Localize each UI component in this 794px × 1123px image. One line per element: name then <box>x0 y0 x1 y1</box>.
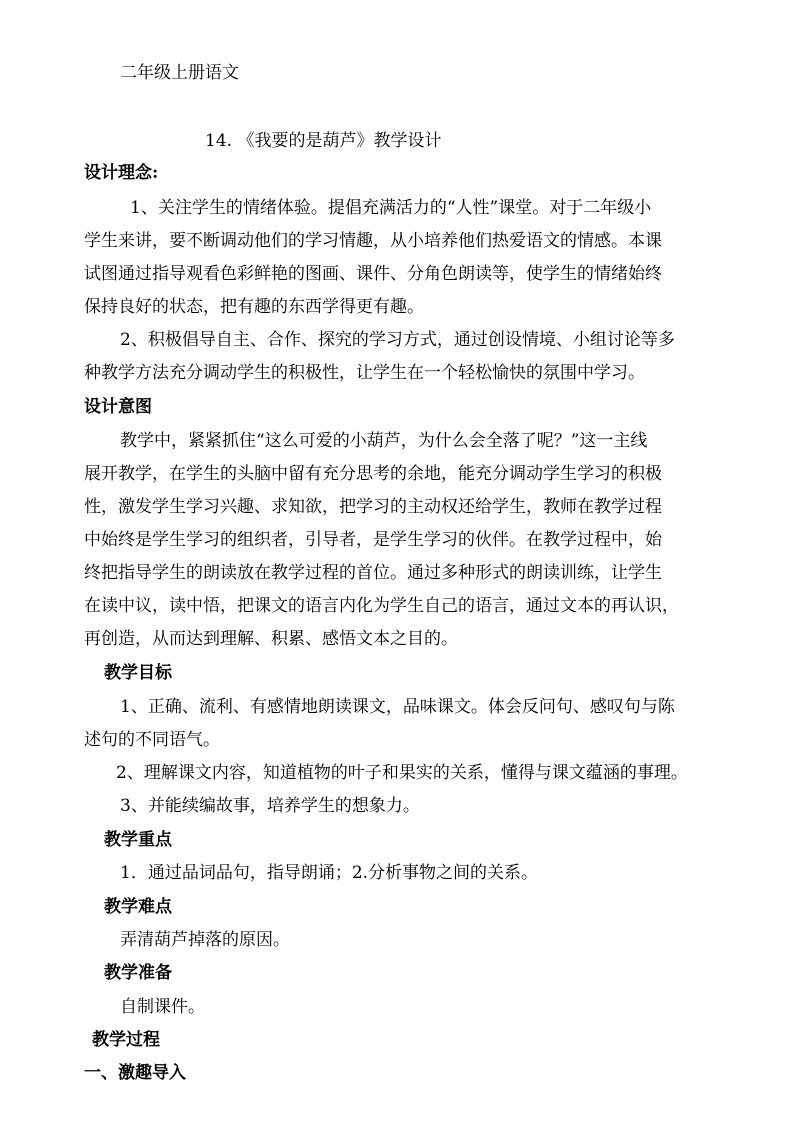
concept-line: 2、积极倡导自主、合作、探究的学习方式，通过创设情境、小组讨论等多 <box>120 330 675 350</box>
intent-heading: 设计意图 <box>84 397 152 417</box>
goals-line: 3、并能续编故事，培养学生的想象力。 <box>120 796 420 816</box>
concept-heading: 设计理念: <box>84 163 159 183</box>
document-title: 14. 《我要的是葫芦》教学设计 <box>205 131 442 151</box>
intent-line: 在读中议，读中悟，把课文的语言内化为学生自己的语言，通过文本的再认识， <box>84 596 679 616</box>
difficulty-heading: 教学难点 <box>104 897 172 917</box>
goals-line: 述句的不同语气。 <box>84 730 220 750</box>
intent-line: 教学中，紧紧抓住“这么可爱的小葫芦，为什么会全落了呢？”这一主线 <box>120 431 648 451</box>
concept-line: 保持良好的状态，把有趣的东西学得更有趣。 <box>84 297 424 317</box>
prep-line: 自制课件。 <box>120 997 205 1017</box>
focus-line: 1．通过品词品句，指导朗诵；2.分析事物之间的关系。 <box>120 863 539 883</box>
goals-line: 1、正确、流利、有感情地朗读课文，品味课文。体会反问句、感叹句与陈 <box>120 697 675 717</box>
intent-line: 展开教学，在学生的头脑中留有充分思考的余地，能充分调动学生学习的积极 <box>84 464 662 484</box>
goals-line: 2、理解课文内容，知道植物的叶子和果实的关系，懂得与课文蕴涵的事理。 <box>116 763 688 783</box>
concept-line: 1、关注学生的情绪体验。提倡充满活力的“人性”课堂。对于二年级小 <box>130 198 652 218</box>
prep-heading: 教学准备 <box>104 963 172 983</box>
concept-line: 种教学方法充分调动学生的积极性，让学生在一个轻松愉快的氛围中学习。 <box>84 363 645 383</box>
intent-line: 中始终是学生学习的组织者，引导者，是学生学习的伙伴。在教学过程中，始 <box>84 530 662 550</box>
goals-heading: 教学目标 <box>104 663 172 683</box>
intent-line: 性，激发学生学习兴趣、求知欲，把学习的主动权还给学生，教师在教学过程 <box>84 497 662 517</box>
difficulty-line: 弄清葫芦掉落的原因。 <box>120 930 290 950</box>
concept-line: 试图通过指导观看色彩鲜艳的图画、课件、分角色朗读等，使学生的情绪始终 <box>84 264 662 284</box>
process-heading: 教学过程 <box>92 1030 160 1050</box>
subject-header: 二年级上册语文 <box>120 63 239 83</box>
process-step-heading: 一、激趣导入 <box>84 1063 186 1083</box>
intent-line: 再创造，从而达到理解、积累、感悟文本之目的。 <box>84 629 458 649</box>
concept-line: 学生来讲，要不断调动他们的学习情趣，从小培养他们热爱语文的情感。本课 <box>84 231 662 251</box>
focus-heading: 教学重点 <box>104 830 172 850</box>
intent-line: 终把指导学生的朗读放在教学过程的首位。通过多种形式的朗读训练，让学生 <box>84 563 662 583</box>
